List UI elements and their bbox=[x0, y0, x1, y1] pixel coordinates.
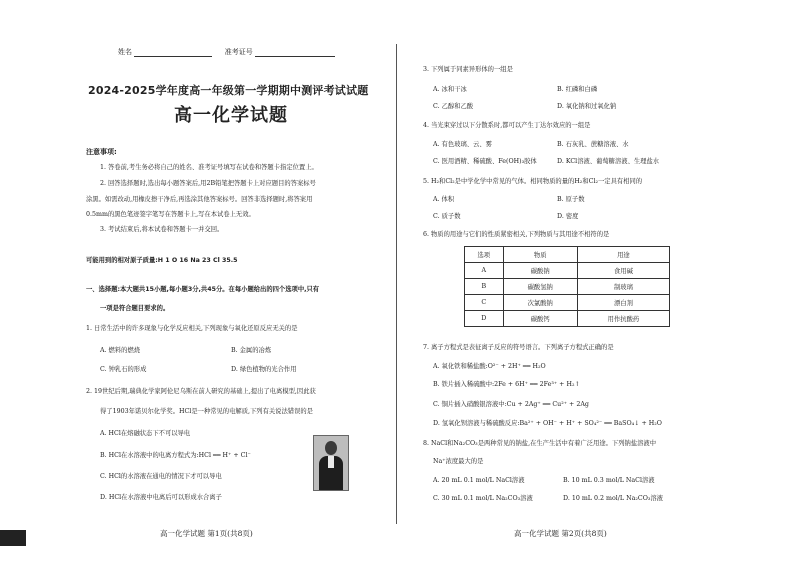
q4-option-b: B. 石灰乳、蔗糖溶液、水 bbox=[557, 141, 629, 148]
q6-cell: A bbox=[465, 263, 504, 279]
q6-header-substance: 物质 bbox=[503, 247, 577, 263]
exam-subject-title: 高一化学试题 bbox=[174, 105, 288, 126]
candidate-info-line bbox=[118, 48, 335, 57]
table-row bbox=[465, 311, 670, 327]
q2-stem: 2. 19世纪后期,瑞典化学家阿伦尼乌斯在前人研究的基础上,提出了电离模型,因此获 bbox=[86, 388, 316, 395]
atomic-mass-line: 可能用到的相对原子质量:H 1 O 16 Na 23 Cl 35.5 bbox=[86, 257, 238, 264]
q6-cell: 用作抗酸药 bbox=[577, 311, 669, 327]
q6-table-header bbox=[465, 247, 670, 263]
q7-stem: 7. 离子方程式是表征离子反应的符号语言。下列离子方程式正确的是 bbox=[423, 344, 614, 351]
q1-option-b: B. 金属的冶炼 bbox=[231, 347, 272, 354]
ticket-label: 准考证号 bbox=[224, 48, 253, 56]
notice-1: 1. 答卷前,考生务必将自己的姓名、准考证号填写在试卷和答题卡指定位置上。 bbox=[100, 164, 318, 171]
q8-option-a: A. 20 mL 0.1 mol/L NaCl溶液 bbox=[433, 477, 525, 484]
exam-title: 2024-2025学年度高一年级第一学期期中测评考试试题 bbox=[88, 84, 369, 97]
section1-instructions: 一、选择题:本大题共15小题,每小题3分,共45分。在每小题给出的四个选项中,只有 bbox=[86, 286, 320, 293]
q6-cell: D bbox=[465, 311, 504, 327]
q5-option-b: B. 原子数 bbox=[557, 196, 585, 203]
q4-option-d: D. KCl溶液、葡萄糖溶液、生理盐水 bbox=[557, 158, 660, 165]
q6-cell: C bbox=[465, 295, 504, 311]
q8-option-b: B. 10 mL 0.3 mol/L NaCl溶液 bbox=[563, 477, 655, 484]
q2-option-d: D. HCl在水溶液中电离后可以形成水合离子 bbox=[100, 494, 222, 501]
notice-2: 2. 回答选择题时,选出每小题答案后,用2B铅笔把答题卡上对应题目的答案标号 bbox=[100, 180, 316, 187]
q3-stem: 3. 下列属于同素异形体的一组是 bbox=[423, 66, 513, 73]
q6-cell: 次氯酸钠 bbox=[503, 295, 577, 311]
q1-option-c: C. 钟乳石的形成 bbox=[100, 366, 147, 373]
table-row bbox=[465, 263, 670, 279]
q7-option-b: B. 铁片插入稀硫酸中:2Fe + 6H⁺ ══ 2Fe³⁺ + H₂↑ bbox=[433, 381, 580, 388]
q8-option-d: D. 10 mL 0.2 mol/L Na₂CO₃溶液 bbox=[563, 495, 663, 502]
q6-stem: 6. 物质的用途与它们的性质紧密相关,下列物质与其用途不相符的是 bbox=[423, 231, 610, 238]
q6-cell: 碳酸钠 bbox=[503, 263, 577, 279]
notice-3: 3. 考试结束后,将本试卷和答题卡一并交回。 bbox=[100, 226, 224, 233]
q6-cell: 漂白剂 bbox=[577, 295, 669, 311]
arrhenius-portrait bbox=[313, 435, 349, 491]
q7-option-d: D. 氢氧化钡溶液与稀硫酸反应:Ba²⁺ + OH⁻ + H⁺ + SO₄²⁻ ══ BaSO₄↓ + H₂O bbox=[433, 420, 662, 427]
corner-mark bbox=[0, 530, 26, 546]
q3-option-b: B. 红磷和白磷 bbox=[557, 86, 598, 93]
q3-option-c: C. 乙醇和乙酸 bbox=[433, 103, 474, 110]
q4-stem: 4. 当光束穿过以下分散系时,都可以产生丁达尔效应的一组是 bbox=[423, 122, 591, 129]
q6-cell: 碳酸氢钠 bbox=[503, 279, 577, 295]
q6-header-option: 选项 bbox=[465, 247, 504, 263]
page-footer-1: 高一化学试题 第1页(共8页) bbox=[160, 529, 253, 538]
q8-stem-cont: Na⁺浓度最大的是 bbox=[433, 458, 484, 465]
q6-table bbox=[464, 246, 670, 327]
q1-option-d: D. 绿色植物的光合作用 bbox=[231, 366, 297, 373]
q1-stem: 1. 日常生活中的许多现象与化学反应相关,下列现象与氧化还原反应无关的是 bbox=[86, 325, 298, 332]
notice-2-cont: 涂黑。如需改动,用橡皮擦干净后,再选涂其他答案标号。回答非选择题时,将答案用 bbox=[86, 196, 313, 203]
q7-option-c: C. 铜片插入硝酸银溶液中:Cu + 2Ag⁺ ══ Cu²⁺ + 2Ag bbox=[433, 401, 589, 408]
q6-cell: 碳酸钙 bbox=[503, 311, 577, 327]
q8-stem: 8. NaCl和Na₂CO₃是两种常见的钠盐,在生产生活中有着广泛用途。下列钠盐溶液中 bbox=[423, 440, 657, 447]
q2-option-a: A. HCl在熔融状态下不可以导电 bbox=[100, 430, 191, 437]
notice-2-cont2: 0.5mm的黑色笔迹签字笔写在答题卡上,写在本试卷上无效。 bbox=[86, 211, 255, 218]
q6-cell: B bbox=[465, 279, 504, 295]
q8-option-c: C. 30 mL 0.1 mol/L Na₂CO₃溶液 bbox=[433, 495, 533, 502]
q4-option-c: C. 医用酒精、稀硫酸、Fe(OH)₃胶体 bbox=[433, 158, 537, 165]
table-row bbox=[465, 279, 670, 295]
q3-option-d: D. 氧化钠和过氧化钠 bbox=[557, 103, 617, 110]
q6-cell: 食用碱 bbox=[577, 263, 669, 279]
page-footer-2: 高一化学试题 第2页(共8页) bbox=[514, 529, 607, 538]
q5-option-a: A. 体积 bbox=[433, 196, 455, 203]
q3-option-a: A. 冰和干冰 bbox=[433, 86, 467, 93]
q2-stem-cont: 得了1903年诺贝尔化学奖。HCl是一种常见的电解质,下列有关说法错误的是 bbox=[100, 408, 313, 415]
q5-option-c: C. 质子数 bbox=[433, 213, 461, 220]
q6-cell: 制玻璃 bbox=[577, 279, 669, 295]
q2-option-b: B. HCl在水溶液中的电离方程式为:HCl ══ H⁺ + Cl⁻ bbox=[100, 452, 251, 459]
section1-instructions-cont: 一项是符合题目要求的。 bbox=[100, 305, 170, 312]
q1-option-a: A. 燃料的燃烧 bbox=[100, 347, 141, 354]
name-blank bbox=[134, 48, 212, 57]
notice-heading: 注意事项: bbox=[86, 148, 117, 156]
q2-option-c: C. HCl的水溶液在通电的情况下才可以导电 bbox=[100, 473, 222, 480]
q5-stem: 5. H₂和Cl₂是中学化学中常见的气体。相同物质的量的H₂和Cl₂一定具有相同的 bbox=[423, 178, 643, 185]
name-label: 姓名 bbox=[118, 48, 132, 56]
q6-header-use: 用途 bbox=[577, 247, 669, 263]
q4-option-a: A. 有色玻璃、云、雾 bbox=[433, 141, 492, 148]
ticket-blank bbox=[255, 48, 335, 57]
q7-option-a: A. 氧化铁和稀盐酸:O²⁻ + 2H⁺ ══ H₂O bbox=[433, 363, 546, 370]
table-row bbox=[465, 295, 670, 311]
q5-option-d: D. 密度 bbox=[557, 213, 579, 220]
